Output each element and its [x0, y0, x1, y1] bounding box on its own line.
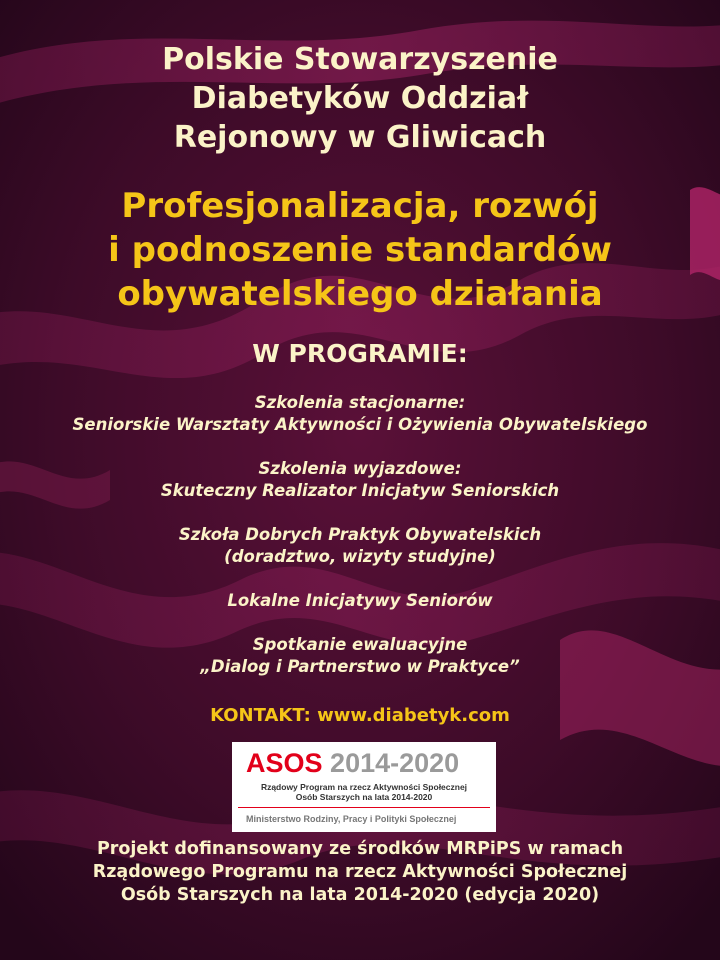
- program-list: [0, 392, 720, 700]
- program-item-subtitle: Skuteczny Realizator Inicjatyw Seniorskich: [160, 481, 560, 500]
- logo-sub-line: Osób Starszych na lata 2014-2020: [295, 792, 433, 802]
- organization-line: Polskie Stowarzyszenie: [162, 42, 558, 77]
- logo-ministry-text: Ministerstwo Rodziny, Pracy i Polityki Społecznej: [246, 814, 457, 824]
- asos-logo: [232, 742, 496, 832]
- program-item: [0, 392, 720, 436]
- logo-asos-text: ASOS: [246, 748, 323, 778]
- logo-sub-line: Rządowy Program na rzecz Aktywności Społecznej: [260, 782, 468, 792]
- funding-line: Projekt dofinansowany ze środków MRPiPS w ramach: [96, 839, 624, 859]
- funding-note: [36, 838, 684, 907]
- headline-line: obywatelskiego działania: [117, 274, 603, 314]
- program-item: [0, 458, 720, 502]
- program-item-subtitle: Seniorskie Warsztaty Aktywności i Ożywienia Obywatelskiego: [72, 415, 648, 434]
- logo-program-name: [232, 782, 496, 802]
- logo-divider: [238, 807, 490, 808]
- logo-wordmark: [246, 746, 459, 780]
- headline-line: i podnoszenie standardów: [108, 230, 612, 270]
- project-headline: [0, 184, 720, 316]
- program-item: [0, 634, 720, 678]
- program-title: W PROGRAMIE:: [252, 339, 468, 368]
- organization-line: Rejonowy w Gliwicach: [173, 120, 547, 155]
- program-item-subtitle: „Dialog i Partnerstwo w Praktyce”: [200, 657, 520, 676]
- program-item-title: Lokalne Inicjatywy Seniorów: [227, 591, 493, 610]
- funding-line: Osób Starszych na lata 2014-2020 (edycja 2020): [120, 885, 600, 905]
- program-item: [0, 590, 720, 612]
- headline-line: Profesjonalizacja, rozwój: [121, 186, 599, 226]
- program-item-subtitle: (doradztwo, wizyty studyjne): [224, 547, 496, 566]
- program-item-title: Szkolenia wyjazdowe:: [258, 459, 462, 478]
- program-item-title: Szkoła Dobrych Praktyk Obywatelskich: [178, 525, 542, 544]
- logo-years-text: 2014-2020: [330, 748, 460, 778]
- organization-line: Diabetyków Oddział: [191, 81, 529, 116]
- funding-line: Rządowego Programu na rzecz Aktywności Społecznej: [92, 862, 628, 882]
- organization-name: [0, 40, 720, 157]
- program-item: [0, 524, 720, 568]
- contact-line: KONTAKT: www.diabetyk.com: [210, 705, 510, 726]
- program-item-title: Spotkanie ewaluacyjne: [252, 635, 468, 654]
- program-item-title: Szkolenia stacjonarne:: [254, 393, 466, 412]
